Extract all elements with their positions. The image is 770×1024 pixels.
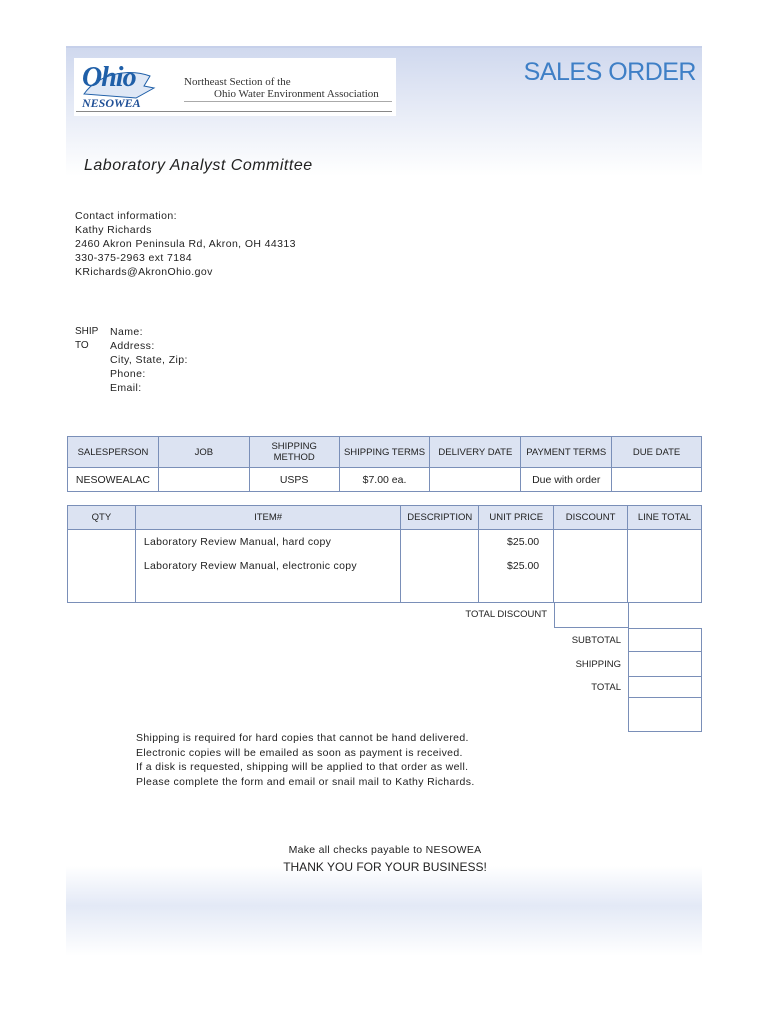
- ship-to-city-field[interactable]: City, State, Zip:: [110, 354, 188, 366]
- header-band: [66, 46, 702, 48]
- contact-phone: 330-375-2963 ext 7184: [75, 252, 192, 264]
- qty-cell[interactable]: [68, 530, 136, 603]
- logo-mark-text: Ohio: [82, 62, 136, 93]
- organization-logo: [74, 58, 396, 116]
- description-cell[interactable]: [401, 530, 479, 603]
- table-row-item: Laboratory Review Manual, electronic copy: [143, 560, 357, 572]
- note-line: If a disk is requested, shipping will be applied to that order as well.: [136, 761, 469, 773]
- table-row-item: Laboratory Review Manual, hard copy: [143, 536, 332, 548]
- header-qty: QTY: [68, 506, 136, 530]
- order-info-value-row: [68, 468, 702, 492]
- due-date-value[interactable]: [612, 468, 702, 492]
- logo-divider: [76, 111, 392, 112]
- table-row-unit-price: $25.00: [507, 560, 540, 572]
- logo-org-line2: Ohio Water Environment Association: [214, 88, 379, 100]
- order-info-header-row: [68, 437, 702, 468]
- line-items-table: [67, 505, 702, 603]
- job-value[interactable]: [158, 468, 249, 492]
- contact-heading: Contact information:: [75, 210, 177, 222]
- checks-payable-text: Make all checks payable to NESOWEA: [288, 844, 482, 856]
- total-amount-field[interactable]: [628, 697, 702, 732]
- total-discount-field[interactable]: [554, 602, 629, 628]
- unit-price-cell: [479, 530, 554, 603]
- header-delivery-date: DELIVERY DATE: [430, 437, 521, 468]
- total-field[interactable]: [628, 676, 702, 698]
- logo-org-line1: Northeast Section of the: [184, 76, 291, 88]
- note-line: Please complete the form and email or snail mail to Kathy Richards.: [136, 775, 475, 788]
- ship-to-address-field[interactable]: Address:: [110, 340, 155, 352]
- thank-you-message: THANK YOU FOR YOUR BUSINESS!: [283, 860, 487, 874]
- total-discount-label: TOTAL DISCOUNT: [465, 609, 547, 620]
- line-items-body: [68, 530, 702, 603]
- header-item: ITEM#: [135, 506, 400, 530]
- note-line: Shipping is required for hard copies that cannot be hand delivered.: [136, 732, 469, 744]
- ship-to-name-field[interactable]: Name:: [110, 326, 143, 338]
- committee-heading: Laboratory Analyst Committee: [84, 157, 313, 174]
- shipping-method-value[interactable]: USPS: [249, 468, 339, 492]
- shipping-terms-value[interactable]: $7.00 ea.: [339, 468, 430, 492]
- contact-email[interactable]: KRichards@AkronOhio.gov: [75, 266, 213, 278]
- header-unit-price: UNIT PRICE: [479, 506, 554, 530]
- ship-to-label-line: TO: [75, 340, 89, 351]
- document-title: SALES ORDER: [523, 58, 696, 86]
- page-background: [66, 46, 702, 956]
- header-shipping-terms: SHIPPING TERMS: [339, 437, 430, 468]
- shipping-notes: [136, 731, 475, 789]
- total-label: TOTAL: [591, 682, 621, 693]
- ship-to-label-line: SHIP: [75, 326, 99, 337]
- discount-cell[interactable]: [554, 530, 628, 603]
- header-description: DESCRIPTION: [401, 506, 479, 530]
- line-items-header-row: [68, 506, 702, 530]
- shipping-field[interactable]: [628, 651, 702, 677]
- shipping-label: SHIPPING: [575, 659, 621, 670]
- delivery-date-value[interactable]: [430, 468, 521, 492]
- subtotal-field[interactable]: [628, 628, 702, 652]
- subtotal-label: SUBTOTAL: [571, 635, 621, 646]
- header-discount: DISCOUNT: [554, 506, 628, 530]
- header-job: JOB: [158, 437, 249, 468]
- contact-address: 2460 Akron Peninsula Rd, Akron, OH 44313: [75, 238, 296, 250]
- header-line-total: LINE TOTAL: [628, 506, 702, 530]
- table-row-unit-price: $25.00: [507, 536, 540, 548]
- order-info-table: [67, 436, 702, 492]
- header-due-date: DUE DATE: [612, 437, 702, 468]
- header-payment-terms: PAYMENT TERMS: [521, 437, 612, 468]
- ship-to-label: [75, 325, 98, 353]
- payment-terms-value[interactable]: Due with order: [521, 468, 612, 492]
- note-line: Electronic copies will be emailed as soon as payment is received.: [136, 746, 463, 759]
- ship-to-fields: [110, 325, 188, 395]
- logo-abbreviation: NESOWEA: [82, 96, 141, 110]
- header-salesperson: SALESPERSON: [68, 437, 159, 468]
- contact-name: Kathy Richards: [75, 224, 152, 236]
- line-total-cell[interactable]: [628, 530, 702, 603]
- checks-payable-note: [0, 844, 770, 856]
- ship-to-email-field[interactable]: Email:: [110, 382, 142, 394]
- ship-to-phone-field[interactable]: Phone:: [110, 368, 146, 380]
- salesperson-value[interactable]: NESOWEALAC: [68, 468, 159, 492]
- header-shipping-method: SHIPPING METHOD: [249, 437, 339, 468]
- item-cell[interactable]: [135, 530, 400, 603]
- logo-divider: [184, 101, 392, 102]
- contact-block: [75, 209, 296, 279]
